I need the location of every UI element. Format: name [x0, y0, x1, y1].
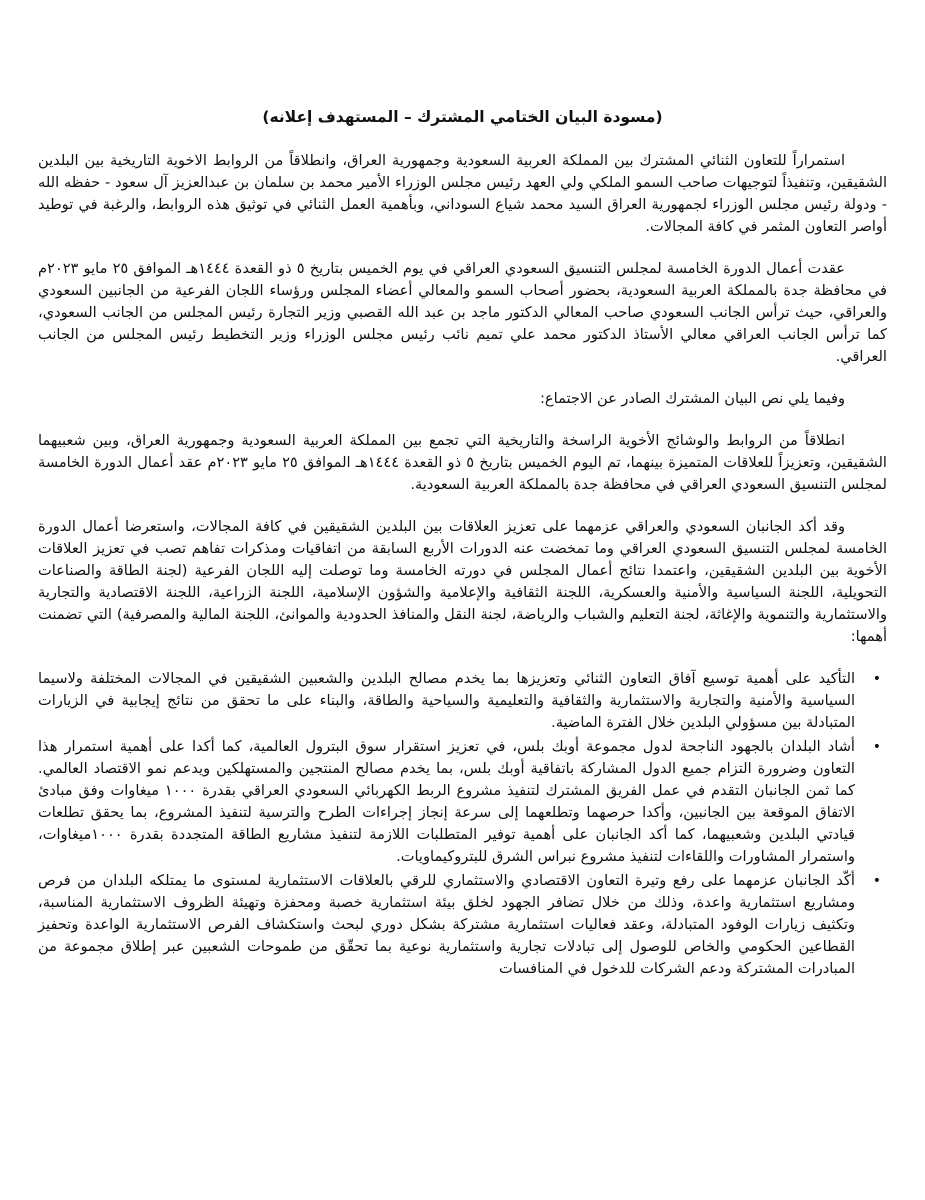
outcomes-list [38, 668, 887, 980]
paragraph-intro: استمراراً للتعاون الثنائي المشترك بين المملكة العربية السعودية وجمهورية العراق، وانطلاقاً من الروابط الاخوية التاريخية بين البلدين الشقيقين، وتنفيذاً لتوجيهات صاحب السمو الملكي ولي العهد رئيس مجلس الوزراء الأمير محمد بن سلمان بن عبدالعزيز آل سعود - حفظه الله - ودولة رئيس مجلس الوزراء لجمهورية العراق السيد محمد شياع السوداني، وبأهمية العمل الثنائي في توثيق هذه الروابط، والرغبة في توطيد أواصر التعاون المثمر في كافة المجالات. [38, 152, 887, 235]
paragraph-outcomes: وقد أكد الجانبان السعودي والعراقي عزمهما على تعزيز العلاقات بين البلدين الشقيقين في كافة المجالات، واستعرضا أعمال الدورة الخامسة لمجلس التنسيق السعودي العراقي وما تمخضت عنه الدورات الأربع السابقة من اتفاقيات ومذكرات تفاهم تصب في تعزيز العلاقات الأخوية بين البلدين الشقيقين، واعتمدا نتائج أعمال المجلس في دورته الخامسة وما توصلت إليه اللجان الفرعية (لجنة الطاقة والصناعات التحويلية، اللجنة السياسية والأمنية والعسكرية، اللجنة الثقافية والإعلامية والشؤون الإسلامية، اللجنة الزراعية، اللجنة الاقتصادية والتجارية والاستثمارية والتنموية والإغاثة، لجنة التعليم والشباب والرياضة، لجنة النقل والمنافذ الحدودية والموانئ، اللجنة المالية والمصرفية) التي تضمنت أهمها: [38, 518, 887, 645]
list-item-text: أشاد البلدان بالجهود الناجحة لدول مجموعة أوبك بلس، في تعزيز استقرار سوق البترول العالمية، كما أكدا على أهمية استمرار هذا التعاون وضرورة التزام جميع الدول المشاركة باتفاقية أوبك بلس، بما يخدم مصالح المنتجين والمستهلكين ويدعم نمو الاقتصاد العالمي. كما ثمن الجانبان التقدم في عمل الفريق المشترك لتنفيذ مشروع الربط الكهربائي السعودي العراقي بقدرة ١٠٠٠ ميغاوات وفق مبادئ الاتفاق الموقعة بين الجانبين، وأكدا حرصهما وتطلعهما إلى سرعة إنجاز إجراءات الطرح والترسية لتنفيذ المشروع، بما يحقق تطلعات قيادتي البلدين وشعبيهما، كما أكد الجانبان على أهمية توفير المتطلبات اللازمة لتنفيذ مشاريع الطاقة المتجددة بقدرة ١٠٠٠ميغاوات، واستمرار المشاورات واللقاءات لتنفيذ مشروع نبراس الشرق للبتروكيماويات. [38, 738, 855, 865]
paragraph-statement-lead: وفيما يلي نص البيان المشترك الصادر عن الاجتماع: [540, 390, 845, 407]
paragraph-statement: انطلاقاً من الروابط والوشائج الأخوية الراسخة والتاريخية التي تجمع بين المملكة العربية السعودية وجمهورية العراق، وبين شعبيهما الشقيقين، وتعزيزاً للعلاقات المتميزة بينهما، تم اليوم الخميس بتاريخ ٥ ذو القعدة ١٤٤٤هـ الموافق ٢٥ مايو ٢٠٢٣م عقد أعمال الدورة الخامسة لمجلس التنسيق السعودي العراقي في محافظة جدة بالمملكة العربية السعودية. [38, 432, 887, 493]
bullet-icon: • [872, 873, 881, 889]
paragraph-session: عقدت أعمال الدورة الخامسة لمجلس التنسيق السعودي العراقي في يوم الخميس بتاريخ ٥ ذو القعدة ١٤٤٤هـ الموافق ٢٥ مايو ٢٠٢٣م في محافظة جدة بالمملكة العربية السعودية، بحضور أصحاب السمو والمعالي أعضاء المجلس ورؤساء اللجان الفرعية من الجانبين السعودي والعراقي، حيث ترأس الجانب السعودي صاحب المعالي الدكتور ماجد بن عبد الله القصبي وزير التجارة رئيس المجلس من الجانب السعودي، كما ترأس الجانب العراقي معالي الأستاذ الدكتور محمد علي تميم نائب رئيس مجلس الوزراء وزير التخطيط رئيس المجلس من الجانب العراقي. [38, 260, 887, 365]
bullet-icon: • [872, 671, 881, 687]
document-title: (مسودة البيان الختامي المشترك – المستهدف إعلانه) [262, 108, 663, 126]
list-item [38, 870, 881, 980]
list-item [38, 668, 881, 734]
list-item-text: التأكيد على أهمية توسيع آفاق التعاون الثنائي وتعزيزها بما يخدم مصالح البلدين والشعبين الشقيقين في المجالات المختلفة ولاسيما السياسية والأمنية والتجارية والاستثمارية والثقافية والتعليمية والسياحية والطاقة، والبناء على ما تحقق من نتائج إيجابية في الزيارات المتبادلة بين مسؤولي البلدين خلال الفترة الماضية. [38, 670, 855, 731]
bullet-icon: • [872, 739, 881, 755]
list-item [38, 736, 881, 868]
list-item-text: أكّد الجانبان عزمهما على رفع وتيرة التعاون الاقتصادي والاستثماري للرقي بالعلاقات الاستثمارية لمستوى ما يمتلكه البلدان من فرص ومشاريع استثمارية واعدة، وذلك من خلال تضافر الجهود لخلق بيئة استثمارية خصبة ومحفزة وتهيئة الظروف الاستثمارية المناسبة، وتكثيف زيارات الوفود المتبادلة، وعقد فعاليات استثمارية مشتركة بشكل دوري لبحث واستكشاف الفرص الاستثمارية الواعدة وتحفيز القطاعين الحكومي والخاص للوصول إلى تبادلات تجارية واستثمارية نوعية بما تحقّق من طموحات الشعبين عبر إطلاق مجموعة من المبادرات المشتركة ودعم الشركات للدخول في المنافسات [38, 872, 855, 977]
